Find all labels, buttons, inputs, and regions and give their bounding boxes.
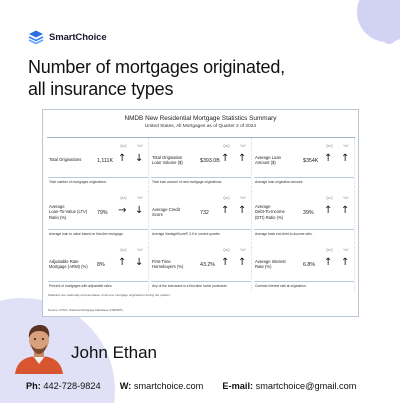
page-title-line1: Number of mortgages originated, [28, 57, 285, 77]
brand[interactable] [27, 26, 107, 48]
metric-description: Total number of mortgages originations. [49, 180, 107, 184]
qoq-trend-arrow-icon: → [118, 205, 127, 216]
metric-label-line: Ratio (%) [49, 214, 67, 220]
metric-label [255, 259, 305, 270]
metric-label-line: Mortgage (ARM) (%) [49, 264, 88, 269]
metric-label-line: Average [49, 203, 65, 209]
phone-label: Ph: [26, 381, 41, 391]
metric-label-line: Adjustable Rate [49, 258, 79, 264]
qoq-header: QoQ [223, 144, 230, 148]
metric-divider [151, 281, 251, 282]
metric-label [152, 207, 202, 218]
qoq-trend-arrow-icon: ↑ [221, 153, 230, 164]
qoq-header: QoQ [120, 248, 127, 252]
metric-divider [151, 229, 251, 230]
yoy-trend-arrow-icon: ↑ [341, 153, 350, 164]
metric-card [150, 138, 252, 188]
metric-value: 1,111K [97, 158, 114, 164]
avatar-photo [13, 318, 65, 374]
yoy-header: YoY [343, 196, 349, 200]
metric-divider [254, 229, 354, 230]
avatar [13, 318, 65, 374]
qoq-trend-arrow-icon: ↑ [221, 257, 230, 268]
phone-number[interactable]: 442-728-9824 [43, 381, 101, 391]
yoy-trend-arrow-icon: ↓ [135, 257, 144, 268]
metric-value: 732 [200, 210, 209, 216]
contact-bar [26, 381, 356, 391]
metric-description: Contract interest rate at origination. [255, 284, 307, 288]
metric-card [47, 242, 149, 292]
decorative-dot-top [382, 30, 396, 44]
yoy-header: YoY [343, 144, 349, 148]
report-title: NMDB New Residential Mortgage Statistics Summary [124, 115, 277, 122]
metric-label-line: First-Time [152, 258, 171, 264]
website-link[interactable]: smartchoice.com [133, 381, 204, 391]
metric-card [253, 242, 355, 292]
email-link[interactable]: smartchoice@gmail.com [255, 381, 357, 391]
metric-label-line: (DTI) Ratio (%) [255, 214, 284, 220]
metric-value: 8% [97, 262, 105, 268]
metric-card [253, 190, 355, 240]
qoq-header: QoQ [326, 144, 333, 148]
metric-card [47, 138, 149, 188]
metric-value: $393.0B [200, 158, 220, 164]
metric-description: Average VantageScore® 3.0 in current quarter. [152, 232, 221, 236]
metric-label [49, 259, 99, 270]
qoq-trend-arrow-icon: ↑ [221, 205, 230, 216]
metric-divider [254, 281, 354, 282]
yoy-header: YoY [137, 248, 143, 252]
statistics-summary-report [42, 109, 359, 317]
brand-name: SmartChoice [49, 31, 107, 43]
yoy-header: YoY [240, 248, 246, 252]
metric-divider [48, 229, 148, 230]
metric-label-line: Average [255, 203, 271, 209]
yoy-trend-arrow-icon: ↑ [341, 205, 350, 216]
metric-label-line: Loan Volume ($) [152, 160, 183, 165]
yoy-trend-arrow-icon: ↓ [135, 205, 144, 216]
yoy-header: YoY [240, 144, 246, 148]
metric-card [150, 190, 252, 240]
report-source: Source: FHFA, National Mortgage Database (NMDB®) [48, 308, 123, 312]
yoy-header: YoY [240, 196, 246, 200]
metric-label-line: Rate (%) [255, 264, 272, 269]
qoq-header: QoQ [326, 196, 333, 200]
page-title [28, 56, 368, 100]
qoq-header: QoQ [223, 196, 230, 200]
qoq-trend-arrow-icon: ↑ [324, 257, 333, 268]
metric-label-line: Average Loan [255, 154, 282, 160]
yoy-header: YoY [343, 248, 349, 252]
person-name: John Ethan [71, 343, 158, 362]
metric-label [255, 155, 305, 166]
metric-description: Average loan origination amount. [255, 180, 304, 184]
metric-label-line: Average Credit [152, 206, 180, 212]
metric-value: 43.2% [200, 262, 216, 268]
yoy-trend-arrow-icon: ↑ [238, 257, 247, 268]
qoq-header: QoQ [223, 248, 230, 252]
metric-label [255, 204, 305, 220]
qoq-header: QoQ [120, 144, 127, 148]
metric-description: Any of the borrowers is a first-time home purchaser. [152, 284, 228, 288]
metric-label-line: Loan-To-Value (LTV) [49, 209, 88, 215]
stacked-chevrons-icon [27, 29, 45, 45]
metric-label [49, 157, 99, 162]
metric-divider [254, 177, 354, 178]
yoy-header: YoY [137, 196, 143, 200]
qoq-trend-arrow-icon: ↑ [118, 257, 127, 268]
yoy-trend-arrow-icon: ↑ [341, 257, 350, 268]
metric-label-line: Total Originations [49, 157, 82, 163]
metric-label-line: Debt-To-Income [255, 209, 285, 215]
qoq-trend-arrow-icon: ↑ [118, 153, 127, 164]
metric-label-line: Total Origination [152, 154, 183, 160]
metric-card [253, 138, 355, 188]
report-subtitle: United States, All Mortgages as of Quarter 2 of 2024 [144, 124, 257, 129]
report-footnote: Statistics are nationally representative of all new mortgage originations during the quarter. [48, 293, 171, 297]
metric-divider [48, 281, 148, 282]
website-label: W: [119, 381, 132, 391]
metric-value: 39% [303, 210, 314, 216]
yoy-trend-arrow-icon: ↓ [135, 153, 144, 164]
qoq-header: QoQ [120, 196, 127, 200]
metric-description: Total loan amount of new mortgage originations. [152, 180, 223, 184]
metric-card [47, 190, 149, 240]
metric-divider [48, 177, 148, 178]
metric-description: Percent of mortgages with adjustable rates. [49, 284, 113, 288]
metric-label-line: Homebuyers (%) [152, 264, 184, 269]
metric-description: Average back end debt-to-income ratio. [255, 232, 313, 236]
metric-value: 79% [97, 210, 108, 216]
metric-label [152, 155, 202, 166]
metric-label [49, 204, 99, 220]
qoq-trend-arrow-icon: ↑ [324, 153, 333, 164]
yoy-header: YoY [137, 144, 143, 148]
metric-label [152, 259, 202, 270]
metric-label-line: Score [152, 212, 163, 217]
metric-value: $354K [303, 158, 319, 164]
qoq-trend-arrow-icon: ↑ [324, 205, 333, 216]
yoy-trend-arrow-icon: ↑ [238, 205, 247, 216]
metric-description: Average loan to value based on first-lien mortgage. [49, 232, 124, 236]
email-label: E-mail: [222, 381, 254, 391]
yoy-trend-arrow-icon: ↑ [238, 153, 247, 164]
metric-value: 6.8% [303, 262, 316, 268]
metric-card [150, 242, 252, 292]
qoq-header: QoQ [326, 248, 333, 252]
page-title-line2: all insurance types [28, 79, 174, 99]
metric-label-line: Average Interest [255, 258, 286, 264]
metric-label-line: Amount ($) [255, 160, 276, 165]
metric-divider [151, 177, 251, 178]
